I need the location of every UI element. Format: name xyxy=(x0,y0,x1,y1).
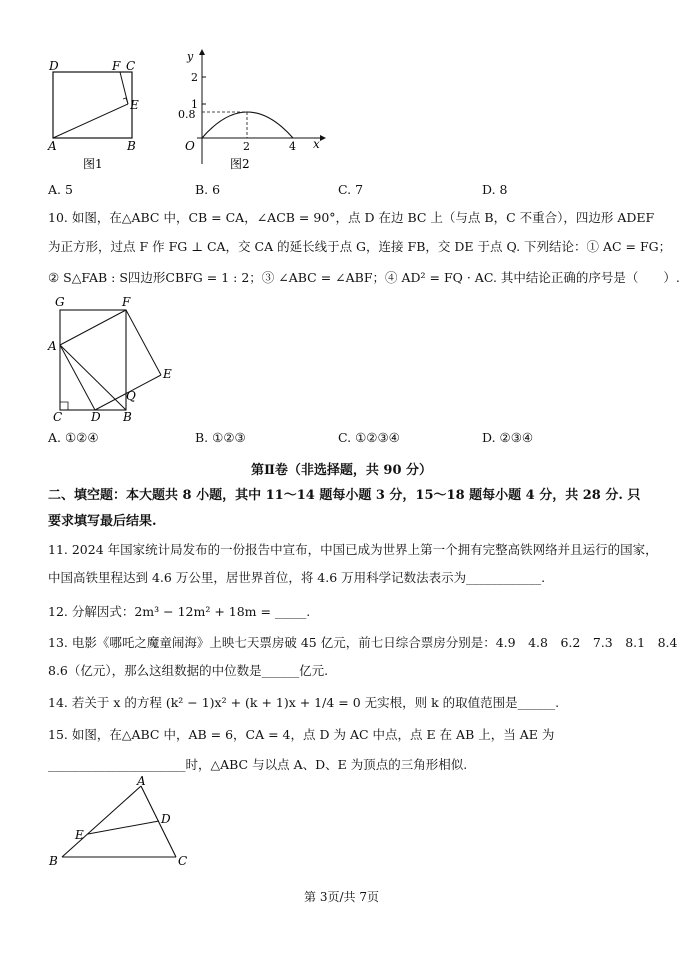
q10-option-d: D. ②③④ xyxy=(482,430,534,445)
q10-line-3: ② S△FAB : S四边形CBFG = 1 : 2；③ ∠ABC = ∠ABF；④ AD² = FQ · AC. 其中结论正确的序号是（ ）. xyxy=(48,270,680,285)
q10-figure xyxy=(44,293,184,423)
q14-line: 14. 若关于 x 的方程 (k² − 1)x² + (k + 1)x + 1/4 = 0 无实根，则 k 的取值范围是______. xyxy=(48,695,560,710)
fig2-ytick-2: 2 xyxy=(191,71,198,84)
q9-option-d: D. 8 xyxy=(482,182,508,197)
q10-option-c: C. ①②③④ xyxy=(338,430,400,445)
q11-line-2: 中国高铁里程达到 4.6 万公里，居世界首位，将 4.6 万用科学记数法表示为____________. xyxy=(48,570,546,585)
q13-line-2: 8.6（亿元），那么这组数据的中位数是______亿元. xyxy=(48,663,329,678)
q12-line: 12. 分解因式：2m³ − 12m² + 18m = _____. xyxy=(48,604,311,619)
q15-line-2: ______________________时，△ABC 与以点 A、D、E 为顶点的三角形相似. xyxy=(48,757,468,772)
q11-line-1: 11. 2024 年国家统计局发布的一份报告中宣布，中国已成为世界上第一个拥有完整高铁网络并且运行的国家， xyxy=(48,542,658,557)
q15-label-e: E xyxy=(75,828,84,842)
fig1-label-d: D xyxy=(49,59,59,73)
q15-label-a: A xyxy=(137,774,146,788)
fig2-ytick-1: 1 xyxy=(191,98,198,111)
q15-figure xyxy=(42,773,202,873)
page-footer: 第 3页/共 7页 xyxy=(304,890,379,904)
figure-2 xyxy=(175,46,330,176)
fig2-xtick-2: 2 xyxy=(243,140,250,153)
q13-line-1: 13. 电影《哪吒之魔童闹海》上映七天票房破 45 亿元，前七日综合票房分别是：4.9 4.8 6.2 7.3 8.1 8.4 xyxy=(48,635,678,650)
fig1-label-b: B xyxy=(127,139,136,153)
fig2-caption: 图2 xyxy=(230,157,250,171)
q10-option-a: A. ①②④ xyxy=(48,430,99,445)
q15-label-b: B xyxy=(49,854,58,868)
q10-label-d: D xyxy=(91,410,101,423)
fig1-label-a: A xyxy=(48,139,57,153)
fig2-origin: O xyxy=(185,139,195,153)
q10-label-g: G xyxy=(55,295,65,309)
q10-label-f: F xyxy=(122,295,131,309)
fig1-label-e: E xyxy=(130,98,139,112)
q10-label-b: B xyxy=(123,410,132,423)
q10-label-c: C xyxy=(53,410,63,423)
q15-line-1: 15. 如图，在△ABC 中，AB = 6，CA = 4，点 D 为 AC 中点，点 E 在 AB 上，当 AE 为 xyxy=(48,727,555,742)
q10-option-b: B. ①②③ xyxy=(195,430,246,445)
fig2-y-label: y xyxy=(187,50,194,63)
fig1-caption: 图1 xyxy=(83,157,103,171)
section-2-title: 第Ⅱ卷（非选择题，共 90 分） xyxy=(250,463,433,478)
q10-label-a: A xyxy=(48,339,57,353)
section-2-intro-1: 二、填空题：本大题共 8 小题，其中 11～14 题每小题 3 分，15～18 题每小题 4 分，共 28 分. 只 xyxy=(48,488,641,503)
q10-line-2: 为正方形，过点 F 作 FG ⊥ CA，交 CA 的延长线于点 G，连接 FB，交 DE 于点 Q. 下列结论：① AC = FG； xyxy=(48,239,672,254)
q9-option-a: A. 5 xyxy=(48,182,73,197)
q9-option-b: B. 6 xyxy=(195,182,221,197)
q15-label-d: D xyxy=(161,812,171,826)
q15-label-c: C xyxy=(178,854,188,868)
section-2-intro-2: 要求填写最后结果. xyxy=(48,514,157,529)
figure-1 xyxy=(40,58,150,173)
fig1-label-f: F xyxy=(112,59,121,73)
fig2-ytick-08: 0.8 xyxy=(178,108,196,121)
q10-line-1: 10. 如图，在△ABC 中，CB = CA，∠ACB = 90°，点 D 在边 BC 上（与点 B，C 不重合），四边形 ADEF xyxy=(48,210,655,225)
fig2-x-label: x xyxy=(313,137,320,151)
fig2-xtick-4: 4 xyxy=(289,140,296,153)
fig1-label-c: C xyxy=(126,59,136,73)
q10-label-q: Q xyxy=(126,389,136,403)
q9-option-c: C. 7 xyxy=(338,182,364,197)
q10-label-e: E xyxy=(163,367,172,381)
